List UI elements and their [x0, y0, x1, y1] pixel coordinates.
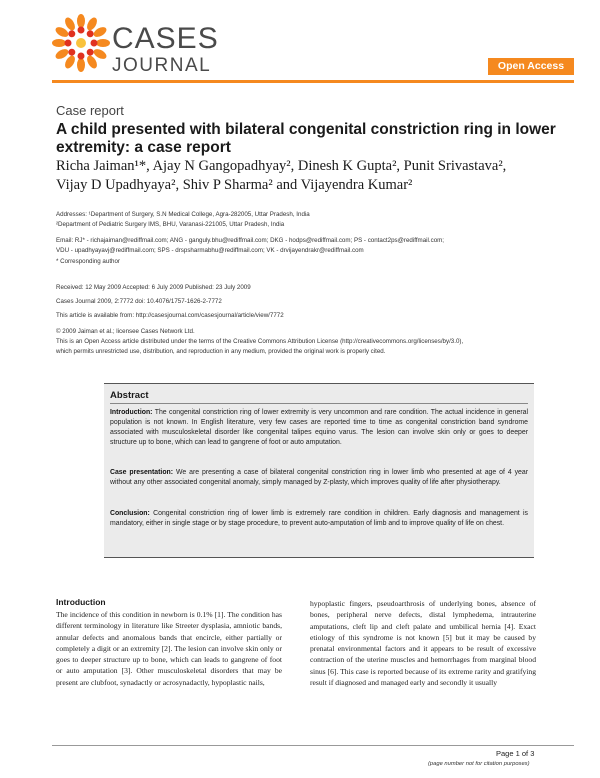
journal-logo [48, 10, 218, 78]
page-number-note: (page number not for citation purposes) [428, 761, 530, 767]
email-line-2[interactable]: VDU - upadhyayavj@rediffmail.com; SPS - drspsharmabhu@rediffmail.com; VK - drvijayendrakr@rediffmail.com [56, 247, 364, 254]
abstract-conc-text: Congenital constriction ring of lower limb is extremely rare condition in children. Early diagnosis and management is mandatory, either in single stage or by stage procedure, to prevent auto-amputation of limb and to improve quality of life on chest. [110, 510, 528, 527]
article-type: Case report [56, 103, 124, 118]
abstract-case-label: Case presentation: [110, 469, 174, 476]
abstract-introduction [110, 408, 528, 448]
abstract-conc-label: Conclusion: [110, 510, 150, 517]
author-list [56, 157, 566, 195]
license-line-2: which permits unrestricted use, distribution, and reproduction in any medium, provided the original work is properly cited. [56, 348, 386, 355]
authors-line-2: Vijay D Upadhyaya², Shiv P Sharma² and Vijayendra Kumar² [56, 177, 413, 193]
copyright: © 2009 Jaiman et al.; licensee Cases Network Ltd. [56, 328, 195, 335]
article-url[interactable]: This article is available from: http://casesjournal.com/casesjournal/article/view/7772 [56, 312, 284, 319]
abstract-rule [110, 403, 528, 404]
abstract-intro-label: Introduction: [110, 409, 153, 416]
email-line-1[interactable]: Email: RJ* - richajaiman@rediffmail.com; ANG - ganguly.bhu@rediffmail.com; DKG - hodps@rediffmail.com; PS - contact2ps@rediffmail.com; [56, 237, 445, 244]
authors-line-1: Richa Jaiman¹*, Ajay N Gangopadhyay², Dinesh K Gupta², Punit Srivastava², [56, 158, 507, 174]
corresponding-author: * Corresponding author [56, 258, 120, 265]
citation: Cases Journal 2009, 2:7772 doi: 10.4076/1757-1626-2-7772 [56, 298, 222, 305]
cases-journal-star-icon [48, 10, 114, 76]
body-column-right: hypoplastic fingers, pseudoarthrosis of underlying bones, absence of bones, peripheral nerve defects, distal lymphedema, intrauterine amputations, cleft lip and cleft palate and umbilical hernia [4]. Exact etiology of this syndrome is not known [5] but it may be caused by prenatal environmental factors and it appears to be result of excessive contraction of the uterine muscles and hemorrhages from marginal blood sinus [6]. This case is reported because of its extreme rarity and gratifying result if diagnosed and managed early and secondly it usually [310, 599, 536, 688]
address-2: ²Department of Pediatric Surgery IMS, BHU, Varanasi-221005, Uttar Pradesh, India [56, 221, 285, 228]
article-title: A child presented with bilateral congenital constriction ring in lower extremity: a case report [56, 121, 556, 156]
open-access-badge: Open Access [488, 58, 574, 75]
logo-text-cases: CASES [112, 22, 219, 55]
abstract-intro-text: The congenital constriction ring of lower extremity is very uncommon and rare condition. The actual incidence in general population is not known. In English literature, very few cases are reported time to time as congenital constriction band syndrome associated with musculoskeletal disorder like congenital talipes equino varus. The lesion can involve skin only or goes to deeper structure up to bone, which can lead to gangrene of foot or auto amputation. [110, 409, 528, 446]
page-number: Page 1 of 3 [496, 749, 535, 758]
publication-dates: Received: 12 May 2009 Accepted: 6 July 2009 Published: 23 July 2009 [56, 284, 251, 291]
logo-text-journal: JOURNAL [112, 55, 212, 76]
license-line-1[interactable]: This is an Open Access article distributed under the terms of the Creative Commons Attribution License (http://creativecommons.org/licenses/by/3.0), [56, 338, 464, 345]
introduction-heading: Introduction [56, 597, 106, 607]
header-rule [52, 80, 574, 83]
footer-rule [52, 745, 574, 746]
address-1: Addresses: ¹Department of Surgery, S.N Medical College, Agra-282005, Uttar Pradesh, India [56, 211, 310, 218]
abstract-case-text: We are presenting a case of bilateral congenital constriction ring in lower limb who presented at age of 4 year without any other associated congenital anomaly, simply managed by Z-plasty, which improves quality of life after physiotherapy. [110, 469, 528, 486]
body-column-left: The incidence of this condition in newborn is 0.1% [1]. The condition has different terminology in literature like Streeter dysplasia, amniotic bands, annular defects and anomalous bands that encircle, either partially or completely a digit or an extremity [2]. The lesion can involve skin only or goes to deeper structure up to bone, which can leads to gangrene of foot or auto amputation [3]. Other musculoskeletal disorders that may be present are clubfoot, synadactly or acrosynadactly, hypoplastic nails, [56, 610, 282, 687]
abstract-heading: Abstract [110, 390, 149, 401]
abstract-conclusion [110, 509, 528, 529]
abstract-case-presentation [110, 468, 528, 488]
